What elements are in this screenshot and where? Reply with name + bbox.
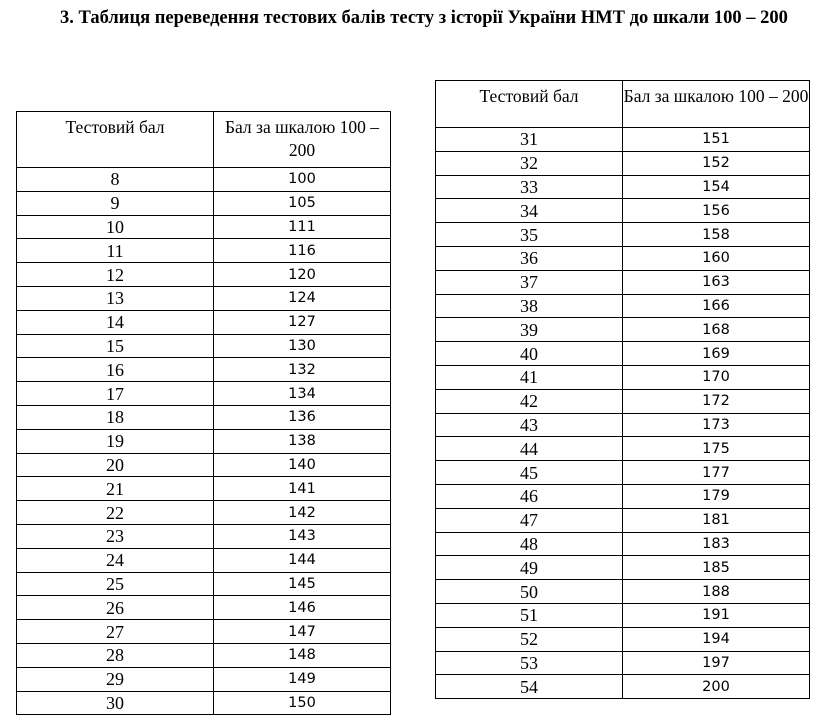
test-score-cell: 40: [436, 342, 623, 366]
score-table-left: [16, 111, 391, 715]
scaled-score-cell: 197: [623, 651, 810, 675]
test-score-cell: 25: [17, 572, 214, 596]
scaled-score-cell: 163: [623, 270, 810, 294]
scaled-score-cell: 177: [623, 461, 810, 485]
test-score-cell: 17: [17, 382, 214, 406]
table-row: [436, 675, 810, 699]
table-row: [17, 334, 391, 358]
scaled-score-cell: 158: [623, 223, 810, 247]
table-row: [17, 667, 391, 691]
scaled-score-cell: 100: [214, 168, 391, 192]
test-score-cell: 52: [436, 627, 623, 651]
test-score-cell: 14: [17, 310, 214, 334]
test-score-cell: 44: [436, 437, 623, 461]
table-row: [17, 643, 391, 667]
table-row: [436, 199, 810, 223]
test-score-cell: 19: [17, 429, 214, 453]
test-score-cell: 9: [17, 191, 214, 215]
scaled-score-cell: 166: [623, 294, 810, 318]
table-row: [17, 477, 391, 501]
scaled-score-cell: 148: [214, 643, 391, 667]
scaled-score-cell: 124: [214, 286, 391, 310]
scaled-score-cell: 138: [214, 429, 391, 453]
scaled-score-cell: 147: [214, 620, 391, 644]
test-score-cell: 10: [17, 215, 214, 239]
scaled-score-cell: 185: [623, 556, 810, 580]
test-score-cell: 31: [436, 128, 623, 152]
scaled-score-cell: 168: [623, 318, 810, 342]
test-score-cell: 37: [436, 270, 623, 294]
test-score-cell: 13: [17, 286, 214, 310]
scaled-score-cell: 149: [214, 667, 391, 691]
table-row: [17, 263, 391, 287]
test-score-cell: 45: [436, 461, 623, 485]
scaled-score-cell: 160: [623, 246, 810, 270]
table-row: [17, 548, 391, 572]
header-scaled-score: Бал за шкалою 100 – 200: [623, 81, 810, 128]
test-score-cell: 28: [17, 643, 214, 667]
test-score-cell: 27: [17, 620, 214, 644]
table-body-left: [17, 168, 391, 715]
table-row: [17, 405, 391, 429]
table-row: [17, 382, 391, 406]
test-score-cell: 26: [17, 596, 214, 620]
scaled-score-cell: 150: [214, 691, 391, 715]
table-row: [17, 596, 391, 620]
table-row: [17, 286, 391, 310]
table-row: [436, 461, 810, 485]
scaled-score-cell: 140: [214, 453, 391, 477]
test-score-cell: 34: [436, 199, 623, 223]
table-row: [436, 270, 810, 294]
scaled-score-cell: 142: [214, 501, 391, 525]
table-row: [436, 365, 810, 389]
table-row: [17, 524, 391, 548]
table-row: [436, 508, 810, 532]
test-score-cell: 8: [17, 168, 214, 192]
test-score-cell: 16: [17, 358, 214, 382]
table-row: [436, 342, 810, 366]
table-row: [17, 620, 391, 644]
scaled-score-cell: 179: [623, 484, 810, 508]
scaled-score-cell: 141: [214, 477, 391, 501]
table-row: [17, 453, 391, 477]
header-test-score: Тестовий бал: [17, 112, 214, 168]
table-row: [17, 191, 391, 215]
test-score-cell: 12: [17, 263, 214, 287]
table-row: [436, 627, 810, 651]
document-title: 3. Таблиця переведення тестових балів тесту з історії України НМТ до шкали 100 – 200: [60, 8, 788, 28]
table-row: [436, 151, 810, 175]
test-score-cell: 35: [436, 223, 623, 247]
table-row: [436, 556, 810, 580]
test-score-cell: 24: [17, 548, 214, 572]
scaled-score-cell: 132: [214, 358, 391, 382]
test-score-cell: 41: [436, 365, 623, 389]
scaled-score-cell: 183: [623, 532, 810, 556]
test-score-cell: 30: [17, 691, 214, 715]
test-score-cell: 20: [17, 453, 214, 477]
table-row: [436, 318, 810, 342]
table-row: [436, 651, 810, 675]
test-score-cell: 15: [17, 334, 214, 358]
scaled-score-cell: 130: [214, 334, 391, 358]
scaled-score-cell: 105: [214, 191, 391, 215]
table-row: [17, 239, 391, 263]
scaled-score-cell: 156: [623, 199, 810, 223]
test-score-cell: 50: [436, 580, 623, 604]
scaled-score-cell: 127: [214, 310, 391, 334]
scaled-score-cell: 134: [214, 382, 391, 406]
test-score-cell: 47: [436, 508, 623, 532]
table-row: [436, 128, 810, 152]
scaled-score-cell: 145: [214, 572, 391, 596]
table-header-row: [436, 81, 810, 128]
scaled-score-cell: 146: [214, 596, 391, 620]
table-row: [17, 310, 391, 334]
table-row: [17, 168, 391, 192]
test-score-cell: 22: [17, 501, 214, 525]
table-row: [436, 175, 810, 199]
scaled-score-cell: 136: [214, 405, 391, 429]
scaled-score-cell: 175: [623, 437, 810, 461]
table-row: [436, 580, 810, 604]
scaled-score-cell: 172: [623, 389, 810, 413]
table-row: [17, 429, 391, 453]
table-header-row: [17, 112, 391, 168]
test-score-cell: 38: [436, 294, 623, 318]
test-score-cell: 32: [436, 151, 623, 175]
table-row: [436, 437, 810, 461]
test-score-cell: 18: [17, 405, 214, 429]
scaled-score-cell: 151: [623, 128, 810, 152]
table-row: [17, 501, 391, 525]
scaled-score-cell: 173: [623, 413, 810, 437]
table-body-right: [436, 128, 810, 699]
scaled-score-cell: 194: [623, 627, 810, 651]
test-score-cell: 23: [17, 524, 214, 548]
scaled-score-cell: 152: [623, 151, 810, 175]
test-score-cell: 21: [17, 477, 214, 501]
test-score-cell: 33: [436, 175, 623, 199]
table-row: [436, 603, 810, 627]
table-row: [436, 246, 810, 270]
scaled-score-cell: 116: [214, 239, 391, 263]
test-score-cell: 29: [17, 667, 214, 691]
test-score-cell: 51: [436, 603, 623, 627]
test-score-cell: 39: [436, 318, 623, 342]
scaled-score-cell: 111: [214, 215, 391, 239]
test-score-cell: 42: [436, 389, 623, 413]
scaled-score-cell: 144: [214, 548, 391, 572]
test-score-cell: 11: [17, 239, 214, 263]
scaled-score-cell: 143: [214, 524, 391, 548]
test-score-cell: 36: [436, 246, 623, 270]
scaled-score-cell: 200: [623, 675, 810, 699]
scaled-score-cell: 170: [623, 365, 810, 389]
score-table-right: [435, 80, 810, 699]
test-score-cell: 48: [436, 532, 623, 556]
table-row: [436, 294, 810, 318]
scaled-score-cell: 154: [623, 175, 810, 199]
table-row: [17, 358, 391, 382]
scaled-score-cell: 120: [214, 263, 391, 287]
table-row: [17, 572, 391, 596]
test-score-cell: 49: [436, 556, 623, 580]
header-scaled-score: Бал за шкалою 100 – 200: [214, 112, 391, 168]
scaled-score-cell: 191: [623, 603, 810, 627]
table-row: [436, 223, 810, 247]
table-row: [436, 389, 810, 413]
table-row: [436, 484, 810, 508]
test-score-cell: 43: [436, 413, 623, 437]
table-row: [436, 413, 810, 437]
scaled-score-cell: 188: [623, 580, 810, 604]
scaled-score-cell: 181: [623, 508, 810, 532]
table-row: [436, 532, 810, 556]
test-score-cell: 53: [436, 651, 623, 675]
table-row: [17, 215, 391, 239]
test-score-cell: 46: [436, 484, 623, 508]
table-row: [17, 691, 391, 715]
header-test-score: Тестовий бал: [436, 81, 623, 128]
test-score-cell: 54: [436, 675, 623, 699]
scaled-score-cell: 169: [623, 342, 810, 366]
